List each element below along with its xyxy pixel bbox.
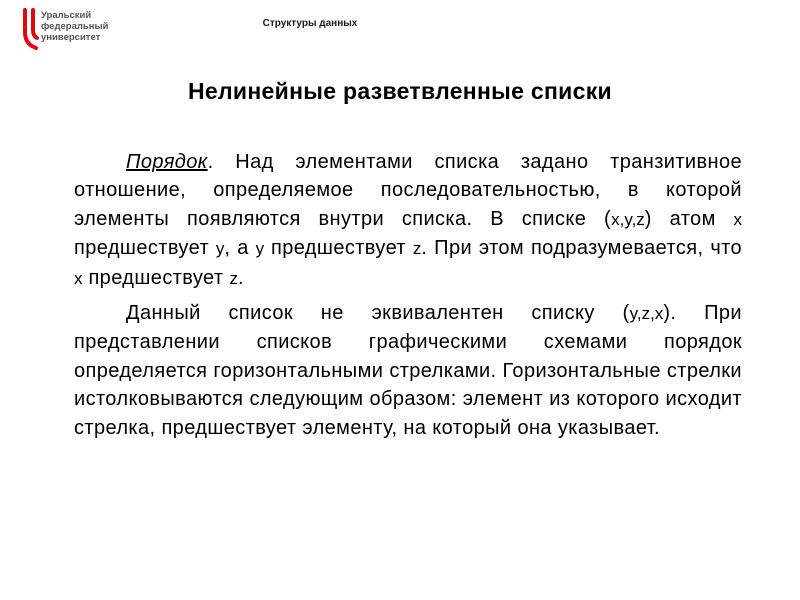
text-run: . [237,266,244,289]
variable: y [255,239,265,259]
text-run: предшествует [74,237,216,260]
term-order: Порядок [126,151,208,173]
text-run: предшествует [264,237,413,260]
variable: z [229,268,238,288]
variable: x [74,268,83,288]
logo-line-2: федеральный [41,21,109,32]
university-logo [22,8,132,52]
logo-line-3: университет [41,32,101,43]
paragraph-order [74,148,742,293]
variable: y [215,239,225,259]
text-run: Данный список не эквивалентен списку ( [126,302,630,325]
text-run: . Над элементами списка задано транзитивное отношение, определяемое последовательностью, в которой элементы появляются внутри списка. В списке ( [74,151,742,230]
text-run: , а [224,237,256,260]
list-notation: y,z,x [629,304,664,324]
slide-body [74,148,742,442]
logo-line-1: Уральский [41,10,92,21]
variable: x [733,209,742,229]
text-run: предшествует [82,266,230,289]
text-run: . При этом подразумевается, что [421,237,742,260]
course-header: Структуры данных [262,18,358,29]
list-notation: x,y,z [611,209,645,229]
text-run: ). При представлении списков графическими схемами порядок определяется горизонтальными стрелками. Горизонтальные стрелки истолковываются следующим образом: элемент из которого исходит стрелка, предшествует элементу, на который она указывает. [74,302,742,439]
urfu-logo-icon [22,8,40,50]
variable: z [412,239,422,259]
slide-title: Нелинейные разветвленные списки [188,78,612,104]
paragraph-arrows [74,299,742,442]
text-run: ) атом [644,207,734,230]
